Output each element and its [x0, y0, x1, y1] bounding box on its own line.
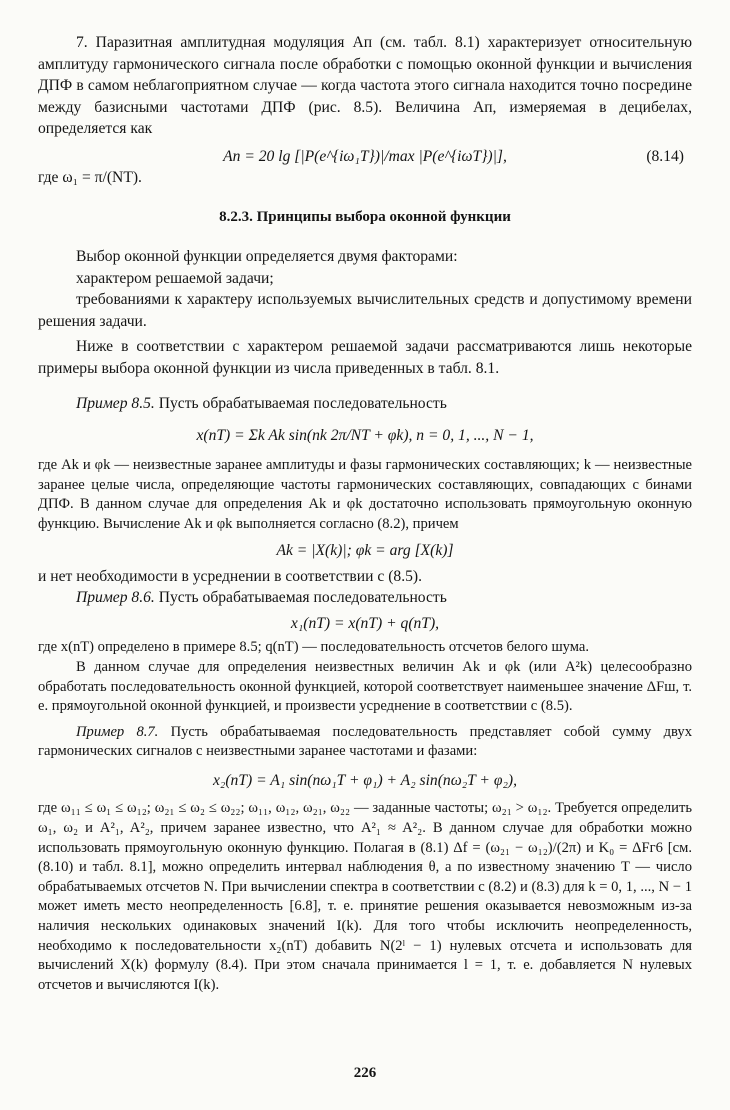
equation-8-14-body: Aп = 20 lg [|P(e^{iω₁T})|/max |P(e^{iωT})|], [223, 147, 507, 165]
example-8-5-title: Пример 8.5. [76, 395, 155, 412]
example-8-5-formula: x(nT) = Σk Ak sin(nk 2π/NT + φk), n = 0, 1, ..., N − 1, [196, 426, 534, 444]
example-8-5-formula-2: Ak = |X(k)|; φk = arg [X(k)] [276, 542, 454, 560]
factor-1: характером решаемой задачи; [76, 269, 274, 287]
example-8-6-formula: x₁(nT) = x(nT) + q(nT), [290, 614, 440, 632]
example-8-7-lead: Пусть обрабатываемая последовательность представляет собой сумму двух гармонических сигналов с неизвестными заранее частотами и фазами: [38, 723, 692, 760]
where-omega1: где ω₁ = π/(NT). [38, 169, 142, 186]
example-8-7-formula: x₂(nT) = A₁ sin(nω₁T + φ₁) + A₂ sin(nω₂T + φ₂), [212, 771, 517, 789]
example-8-7-intro [38, 723, 692, 762]
choice-intro: Выбор оконной функции определяется двумя факторами: [76, 248, 458, 265]
paragraph-amplitude-modulation: 7. Паразитная амплитудная модуляция Aп (см. табл. 8.1) характеризует относительную амплитуду гармонического сигнала после обработки с помощью оконной функции и вычисления ДПФ в самом неблагоприятном случае — когда частота этого сигнала находится точно посредине между базисными частотами ДПФ (рис. 8.5). Величина Aп, измеряемая в децибелах, определяется как [38, 34, 692, 137]
page-number: 226 [353, 1065, 377, 1081]
example-8-6-text: где x(nT) определено в примере 8.5; q(nT) — последовательность отсчетов белого шума. [38, 639, 590, 656]
examples-intro: Ниже в соответствии с характером решаемой задачи рассматриваются лишь некоторые примеры выбора оконной функции из числа приведенных в табл. 8.1. [38, 338, 692, 377]
example-8-6-lead: Пусть обрабатываемая последовательность [154, 589, 447, 607]
example-8-6-intro [38, 587, 692, 609]
example-8-5-text: где Ak и φk — неизвестные заранее амплитуды и фазы гармонических составляющих; k — неизвестные заранее целые числа, определяющие частоты гармонических составляющих, совпадающих с бинами ДПФ. В данном случае для определения Ak и φk достаточно использовать прямоугольную оконную функцию. Вычисление Ak и φk выполняется согласно (8.2), причем [38, 457, 692, 532]
example-8-6-text-2: В данном случае для определения неизвестных величин Ak и φk (или A²k) целесообразно обработать последовательность оконной функцией, которой соответствует наименьшее значение ΔFш, т. е. прямоугольной оконной функцией, и произвести усреднение в соответствии с (8.5). [38, 658, 692, 715]
example-8-7-text: где ω₁₁ ≤ ω₁ ≤ ω₁₂; ω₂₁ ≤ ω₂ ≤ ω₂₂; ω₁₁, ω₁₂, ω₂₁, ω₂₂ — заданные частоты; ω₂₁ > ω₁₂. Требуется определить ω₁, ω₂ и A²₁, A²₂, причем заранее известно, что A²₁ ≈ A²₂. В данном случае для обработки можно использовать прямоугольную оконную функцию. Полагая в (8.1) Δf = (ω₂₁ − ω₁₂)/(2π) и K₀ = ΔFг6 [см. (8.10) и табл. 8.1], можно определить интервал наблюдения θ, а по известному значению T — число обрабатываемых отсчетов N. При вычислении спектра в соответствии с (8.2) и (8.3) для k = 0, 1, ..., N − 1 может иметь место неопределенность [6.8], т. е. принятие решения оказывается невозможным из-за наличия нескольких одинаковых значений I(k). Для того чтобы исключить неопределенность, необходимо к последовательности x₂(nT) добавить N(2ˡ − 1) нулевых отсчета и использовать для вычислений X(k) формулу (8.4). При этом сначала принимается l = 1, т. е. добавляется N нулевых отсчетов и вычисляются I(k). [38, 800, 692, 993]
example-8-7-title: Пример 8.7. [76, 723, 159, 740]
equation-number: (8.14) [646, 147, 684, 165]
factor-2: требованиями к характеру используемых вычислительных средств и допустимому времени решения задачи. [38, 291, 692, 330]
example-8-5-intro [38, 393, 692, 415]
example-8-5-lead: Пусть обрабатываемая последовательность [154, 395, 447, 412]
equation-8-14 [38, 146, 692, 168]
example-8-5-tail: и нет необходимости в усреднении в соответствии с (8.5). [38, 567, 422, 585]
section-heading: 8.2.3. Принципы выбора оконной функции [219, 208, 511, 225]
example-8-6-title: Пример 8.6. [76, 589, 155, 607]
